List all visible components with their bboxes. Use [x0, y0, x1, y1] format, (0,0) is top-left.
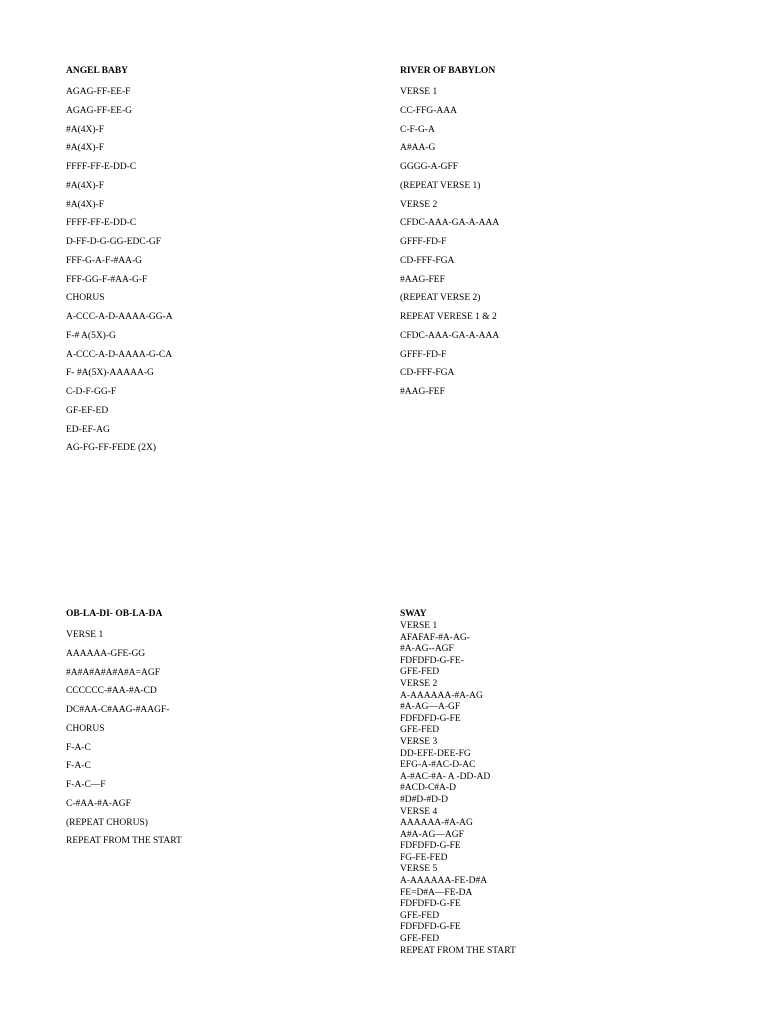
note-line: #A#A#A#A#A#A=AGF: [66, 667, 161, 678]
note-line: A#AA-G: [400, 143, 436, 154]
note-line: ED-EF-AG: [66, 424, 110, 435]
note-line: FFFF-FF-E-DD-C: [66, 162, 137, 172]
note-line: #A-AG—A-GF: [400, 702, 461, 713]
note-line: VERSE 2: [400, 678, 438, 689]
note-line: CD-FFF-FGA: [400, 368, 455, 379]
note-line: F- #A(5X)-AAAAA-G: [66, 368, 154, 379]
note-line: FDFDFD-G-FE-: [400, 655, 464, 666]
note-line: AFAFAF-#A-AG-: [400, 632, 470, 643]
note-line: VERSE 1: [400, 621, 438, 631]
song-title: RIVER OF BABYLON: [400, 66, 496, 76]
note-line: C-F-G-A: [400, 124, 435, 135]
note-line: REPEAT FROM THE START: [400, 945, 516, 956]
song-river-of-babylon: [400, 65, 499, 402]
note-line: F-A-C: [66, 742, 91, 753]
note-line: AGAG-FF-EE-F: [66, 87, 131, 97]
note-line: FDFDFD-G-FE: [400, 922, 461, 933]
note-line: AAAAAA-#A-AG: [400, 818, 473, 829]
note-line: GFE-FED: [400, 667, 440, 678]
note-line: F-# A(5X)-G: [66, 330, 116, 341]
note-line: CFDC-AAA-GA-A-AAA: [400, 330, 500, 341]
note-line: VERSE 1: [400, 87, 438, 97]
note-line: #AAG-FEF: [400, 274, 445, 285]
note-line: AAAAAA-GFE-GG: [66, 648, 146, 659]
note-line: A-CCC-A-D-AAAA-GG-A: [66, 312, 173, 322]
note-line: CFDC-AAA-GA-A-AAA: [400, 218, 500, 229]
note-line: CHORUS: [66, 723, 105, 734]
note-line: GFE-FED: [400, 725, 440, 736]
note-line: F-A-C: [66, 761, 91, 772]
note-line: GGGG-A-GFF: [400, 162, 459, 172]
note-line: VERSE 2: [400, 199, 438, 210]
note-line: (REPEAT VERSE 2): [400, 293, 481, 304]
note-line: #D#D-#D-D: [400, 794, 449, 805]
note-line: CC-FFG-AAA: [400, 105, 458, 116]
note-line: (REPEAT CHORUS): [66, 817, 148, 828]
note-line: GF-EF-ED: [66, 405, 109, 416]
note-list: [66, 626, 182, 851]
note-list: [66, 83, 173, 458]
note-line: EFG-A-#AC-D-AC: [400, 760, 476, 771]
note-line: CCCCCC-#AA-#A-CD: [66, 686, 157, 697]
note-line: FDFDFD-G-FE: [400, 713, 461, 724]
note-line: #A(4X)-F: [66, 124, 104, 135]
note-line: GFFF-FD-F: [400, 349, 447, 360]
note-line: A-AAAAAA-#A-AG: [400, 690, 483, 701]
song-ob-la-di-ob-la-da: [66, 608, 182, 851]
note-line: FFF-G-A-F-#AA-G: [66, 255, 143, 266]
note-line: FE=D#A—FE-DA: [400, 887, 473, 898]
note-line: D-FF-D-G-GG-EDC-GF: [66, 237, 161, 247]
note-line: AG-FG-FF-FEDE (2X): [66, 443, 156, 454]
note-line: FFF-GG-F-#AA-G-F: [66, 274, 148, 285]
note-line: DD-EFE-DEE-FG: [400, 748, 471, 759]
note-line: REPEAT FROM THE START: [66, 836, 182, 847]
note-line: CHORUS: [66, 293, 105, 304]
note-line: FG-FE-FED: [400, 852, 448, 863]
note-line: VERSE 1: [66, 630, 104, 640]
note-list: [400, 621, 516, 957]
note-line: DC#AA-C#AAG-#AAGF-: [66, 705, 170, 715]
note-line: REPEAT VERESE 1 & 2: [400, 312, 497, 322]
note-line: GFFF-FD-F: [400, 237, 447, 247]
note-line: #ACD-C#A-D: [400, 783, 456, 794]
song-title: ANGEL BABY: [66, 66, 129, 76]
note-line: #A(4X)-F: [66, 180, 104, 191]
note-list: [400, 83, 499, 402]
note-line: F-A-C—F: [66, 780, 106, 790]
note-line: AGAG-FF-EE-G: [66, 105, 132, 116]
note-line: FFFF-FF-E-DD-C: [66, 218, 137, 229]
note-line: GFE-FED: [400, 934, 440, 945]
note-line: C-#AA-#A-AGF: [66, 798, 131, 809]
song-angel-baby: [66, 65, 173, 458]
song-sway: [400, 608, 516, 957]
note-line: VERSE 5: [400, 864, 438, 875]
song-title: OB-LA-DI- OB-LA-DA: [66, 609, 163, 619]
note-line: A-AAAAAA-FE-D#A: [400, 876, 488, 887]
note-line: FDFDFD-G-FE: [400, 841, 461, 852]
note-line: #A-AG--AGF: [400, 644, 454, 655]
note-line: A-#AC-#A- A -DD-AD: [400, 771, 491, 782]
note-line: A#A-AG—AGF: [400, 829, 464, 840]
note-line: GFE-FED: [400, 910, 440, 921]
note-line: #AAG-FEF: [400, 387, 445, 397]
note-line: #A(4X)-F: [66, 143, 104, 154]
note-line: #A(4X)-F: [66, 199, 104, 210]
note-line: VERSE 3: [400, 736, 438, 747]
note-line: FDFDFD-G-FE: [400, 899, 461, 910]
note-line: A-CCC-A-D-AAAA-G-CA: [66, 349, 173, 360]
note-line: C-D-F-GG-F: [66, 387, 117, 397]
note-line: VERSE 4: [400, 806, 438, 817]
song-title: SWAY: [400, 609, 427, 619]
note-line: (REPEAT VERSE 1): [400, 180, 481, 191]
note-line: CD-FFF-FGA: [400, 255, 455, 266]
